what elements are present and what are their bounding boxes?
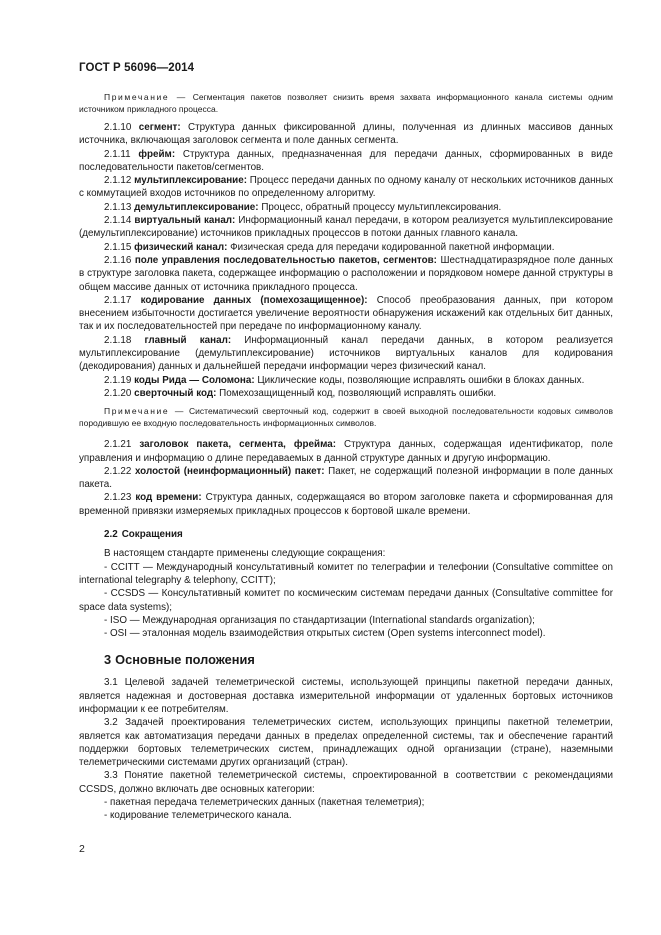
note-label: Примечание — bbox=[104, 406, 185, 417]
term-number: 2.1.21 bbox=[104, 439, 132, 451]
term-name: кодирование данных (помехозащищенное): bbox=[140, 294, 368, 306]
term-name: демультиплексирование: bbox=[134, 201, 259, 213]
note-text: Систематический сверточный код, содержит в своей выходной последовательности кодовых символов породившую ее входную последовательность информационных символов. bbox=[79, 406, 613, 428]
abbrev-item: - ISO — Международная организация по стандартизации (International standards organization); bbox=[104, 614, 535, 626]
subsection-number: 2.2 bbox=[104, 529, 118, 541]
section-paragraph: 3.1 Целевой задачей телеметрической системы, использующей принципы пакетной передачи данных, является надежная и достоверная доставка измерительной информации от удаленных бортовых источников информации к ее потребителям. bbox=[79, 677, 613, 715]
term-2-1-12 bbox=[79, 174, 613, 201]
subsection-title: Сокращения bbox=[121, 529, 183, 541]
term-number: 2.1.12 bbox=[104, 175, 132, 187]
term-2-1-16 bbox=[79, 254, 613, 294]
term-name: холостой (неинформационный) пакет: bbox=[134, 465, 325, 477]
term-name: заголовок пакета, сегмента, фрейма: bbox=[139, 439, 336, 451]
term-name: код времени: bbox=[135, 492, 202, 504]
section-list-item: - пакетная передача телеметрических данных (пакетная телеметрия); bbox=[104, 797, 425, 809]
term-name: фрейм: bbox=[138, 148, 176, 160]
term-definition: Информационный канал передачи, в котором реализуется мультиплексирование (демультиплексирование) источников прикладных процессов в потоки данных главного канала. bbox=[79, 215, 613, 240]
term-name: сверточный код: bbox=[134, 387, 217, 399]
section-number: 3 bbox=[104, 652, 112, 668]
term-definition: Помехозащищенный код, позволяющий исправлять ошибки. bbox=[219, 387, 497, 399]
term-2-1-21 bbox=[79, 438, 613, 465]
document-body bbox=[79, 92, 613, 823]
term-name: виртуальный канал: bbox=[134, 215, 236, 227]
term-name: мультиплексирование: bbox=[134, 175, 247, 187]
term-name: коды Рида — Соломона: bbox=[134, 374, 255, 386]
section-paragraph: 3.2 Задачей проектирования телеметрических систем, использующих принципы пакетной телеметрии, является как автоматизация передачи данных в пределах определенной системы, так и обеспечение гарантий поддержки бортовых телеметрических систем, принадлежащих одной организации (стране), наземными телеметрическими системами других организаций (стран). bbox=[79, 717, 613, 769]
term-definition: Процесс передачи данных по одному каналу от нескольких источников данных с коммутацией входов источников по определенному алгоритму. bbox=[79, 175, 613, 200]
term-2-1-22 bbox=[79, 465, 613, 492]
document-header: ГОСТ Р 56096—2014 bbox=[79, 62, 195, 74]
term-2-1-20 bbox=[79, 387, 613, 400]
term-definition: Структура данных, предназначенная для передачи данных, сформированных в виде последовательности пакетов/сегментов. bbox=[79, 148, 613, 173]
term-2-1-10 bbox=[79, 121, 613, 148]
section-heading bbox=[79, 652, 613, 668]
note-1 bbox=[79, 92, 613, 115]
term-2-1-23 bbox=[79, 491, 613, 518]
abbrev-item: - OSI — эталонная модель взаимодействия открытых систем (Open systems interconnect model). bbox=[104, 628, 546, 640]
term-number: 2.1.23 bbox=[104, 492, 132, 504]
term-definition: Структура данных, содержащаяся во втором заголовке пакета и сформированная для временной привязки измеряемых прикладных процессов к бортовой шкале времени. bbox=[79, 492, 613, 517]
term-number: 2.1.18 bbox=[104, 334, 132, 346]
note-label: Примечание — bbox=[104, 92, 187, 102]
term-definition: Шестнадцатиразрядное поле данных в структуре заголовка пакета, содержащее информацию о расположении и порядковом номере данной структуры в общем массиве данных от источника прикладного процесса. bbox=[79, 254, 613, 293]
term-number: 2.1.11 bbox=[104, 148, 131, 160]
term-number: 2.1.20 bbox=[104, 387, 132, 399]
section-list-item: - кодирование телеметрического канала. bbox=[104, 810, 292, 822]
abbrev-item: - CCITT — Международный консультативный комитет по телеграфии и телефонии (Consultative committee on international telegraphy & telephony, CCITT); bbox=[79, 561, 613, 586]
term-definition: Пакет, не содержащий полезной информации в поле данных пакета. bbox=[79, 465, 613, 491]
note-2 bbox=[79, 406, 613, 429]
term-2-1-14 bbox=[79, 214, 613, 241]
term-name: поле управления последовательностью пакетов, сегментов: bbox=[134, 254, 437, 266]
subsection-heading bbox=[79, 528, 613, 541]
term-2-1-19 bbox=[79, 374, 613, 387]
term-number: 2.1.16 bbox=[104, 254, 132, 266]
term-number: 2.1.17 bbox=[104, 294, 132, 306]
term-definition: Циклические коды, позволяющие исправлять ошибки в блоках данных. bbox=[257, 374, 585, 386]
term-2-1-18 bbox=[79, 334, 613, 374]
term-name: главный канал: bbox=[144, 334, 232, 346]
term-name: физический канал: bbox=[134, 241, 228, 253]
term-2-1-13 bbox=[79, 201, 613, 214]
term-number: 2.1.19 bbox=[104, 374, 132, 386]
term-name: сегмент: bbox=[138, 122, 181, 133]
term-definition: Информационный канал передачи данных, в котором реализуется мультиплексирование (демультиплексирование) источников виртуальных каналов для кодирования (декодирования) данных и дальнейшей передачи информации через физический канал. bbox=[79, 334, 613, 373]
term-number: 2.1.15 bbox=[104, 241, 132, 253]
term-number: 2.1.22 bbox=[104, 465, 132, 477]
term-2-1-15 bbox=[79, 241, 613, 254]
term-definition: Способ преобразования данных, при котором внесением избыточности достигается увеличение вероятности обнаружения искажений как отдельных бит данных, так и их последовательностей при передаче по информационному каналу. bbox=[79, 294, 613, 333]
term-2-1-11 bbox=[79, 148, 613, 175]
abbrev-item: - CCSDS — Консультативный комитет по космическим системам передачи данных (Consultative committee for space data systems); bbox=[79, 588, 613, 613]
note-text: Сегментация пакетов позволяет снизить время захвата информационного канала системы одним источником прикладного процесса. bbox=[79, 92, 613, 114]
term-definition: Структура данных фиксированной длины, полученная из длинных массивов данных источника, включающая заголовок сегмента и поле данных сегмента. bbox=[79, 122, 613, 147]
section-title: Основные положения bbox=[115, 652, 255, 668]
section-paragraph: 3.3 Понятие пакетной телеметрической системы, спроектированной в соответствии с рекомендациями CCSDS, должно включать две основных категории: bbox=[79, 770, 613, 795]
abbrev-intro: В настоящем стандарте применены следующие сокращения: bbox=[104, 548, 386, 560]
term-definition: Структура данных, содержащая идентификатор, поле управления и информацию о длине передаваемых в данной структуре данных и другую информацию. bbox=[79, 439, 613, 464]
term-number: 2.1.13 bbox=[104, 201, 132, 213]
term-number: 2.1.14 bbox=[104, 215, 132, 227]
term-definition: Физическая среда для передачи кодированной пакетной информации. bbox=[230, 241, 555, 253]
page-number: 2 bbox=[79, 843, 85, 855]
term-definition: Процесс, обратный процессу мультиплексирования. bbox=[261, 201, 502, 213]
term-2-1-17 bbox=[79, 294, 613, 334]
term-number: 2.1.10 bbox=[104, 122, 132, 133]
